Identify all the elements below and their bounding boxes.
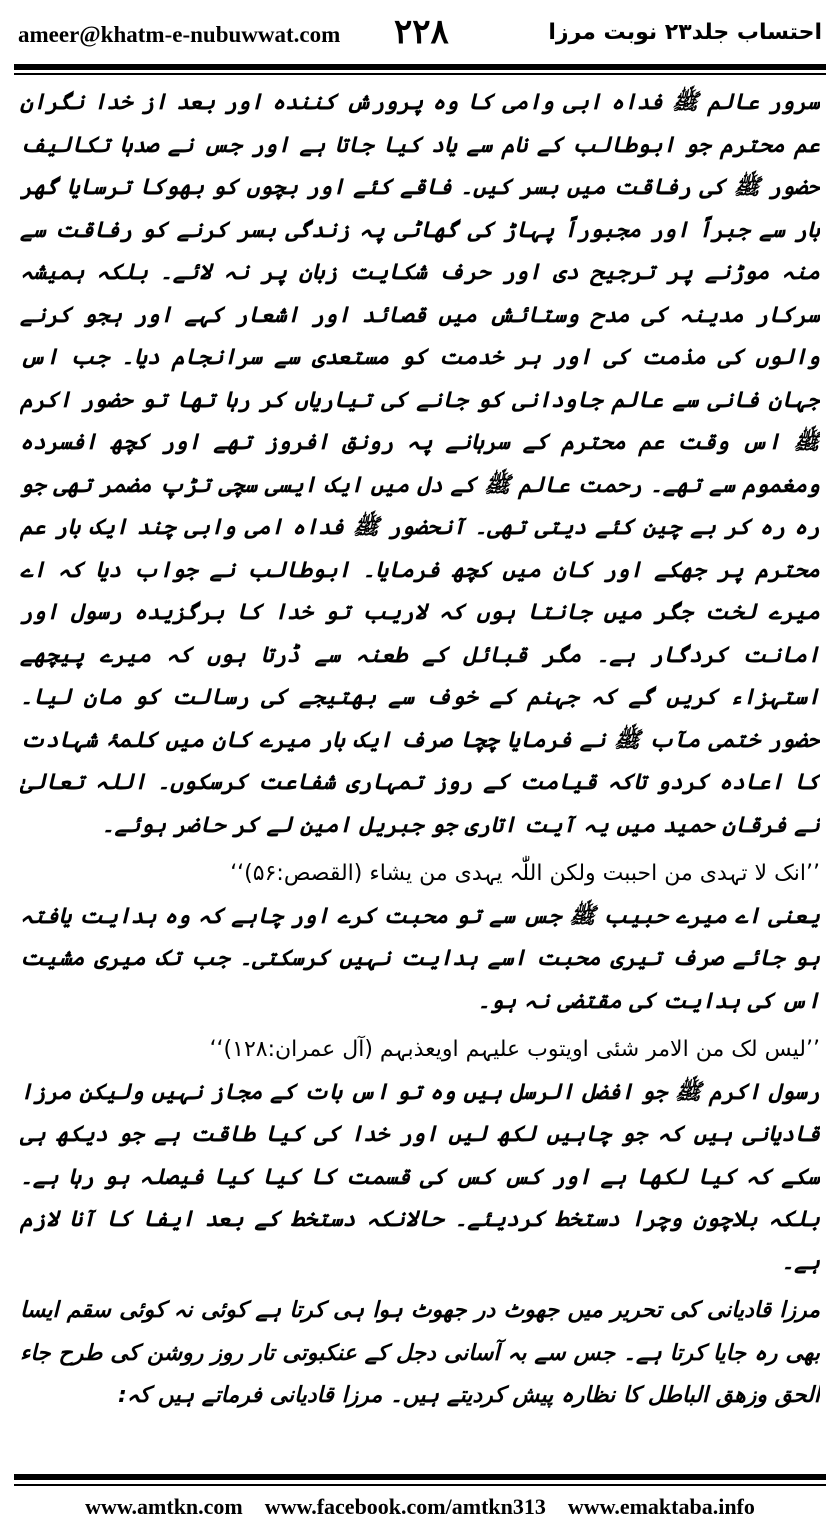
page-number: ۲۲۸ — [394, 12, 449, 52]
page-body — [20, 82, 820, 1462]
page-footer — [14, 1494, 826, 1530]
paragraph-1: سرور عالم ﷺ فداہ ابی وامی کا وہ پرورش کنندہ اور بعد از خدا نگران عم محترم جو ابوطالب کے نام سے یاد کیا جاتا ہے اور جس نے صدہا تکالیف حضور ﷺ کی رفاقت میں بسر کیں۔ فاقے کئے اور بچوں کو بھوکا ترسایا گھر بار سے جبراً اور مجبوراً پہاڑ کی گھاٹی پہ زندگی بسر کرنے کو رفاقت سے منہ موڑنے پر ترجیح دی اور حرف شکایت زبان پر نہ لائے۔ بلکہ ہمیشہ سرکار مدینہ کی مدح وستائش میں قصائد اور اشعار کہے اور ہجو کرنے والوں کی مذمت کی اور ہر خدمت کو مستعدی سے سرانجام دیا۔ جب اس جہان فانی سے عالم جاودانی کو جانے کی تیاریاں کر رہا تھا تو حضور اکرم ﷺ اس وقت عم محترم کے سرہانے پہ رونق افروز تھے اور کچھ افسردہ ومغموم سے تھے۔ رحمت عالم ﷺ کے دل میں ایک ایسی سچی تڑپ مضمر تھی جو رہ رہ کر بے چین کئے دیتی تھی۔ آنحضور ﷺ فداہ امی وابی چند ایک بار عم محترم پر جھکے اور کان میں کچھ فرمایا۔ ابوطالب نے جواب دیا کہ اے میرے لخت جگر میں جانتا ہوں کہ لاریب تو خدا کا برگزیدہ رسول اور امانت کردگار ہے۔ مگر قبائل کے طعنہ سے ڈرتا ہوں کہ میرے پیچھے استہزاء کریں گے کہ جہنم کے خوف سے بھتیجے کی رسالت کو مان لیا۔ حضور ختمی مآب ﷺ نے فرمایا چچا صرف ایک بار میرے کان میں کلمۂ شہادت کا اعادہ کردو تاکہ قیامت کے روز تمہاری شفاعت کرسکوں۔ اللہ تعالیٰ نے فرقان حمید میں یہ آیت اتاری جو جبریل امین لے کر حاضر ہوئے۔ — [20, 90, 820, 838]
header-rule-thin — [14, 73, 826, 75]
quran-verse-1: ’’انک لا تہدی من احببت ولکن اللّٰہ یہدی من یشاء (القصص:۵۶)‘‘ — [230, 861, 820, 886]
paragraph-4: مرزا قادیانی کی تحریر میں جھوٹ در جھوٹ ہوا ہی کرتا ہے کوئی نہ کوئی سقم ایسا بھی رہ جایا کرتا ہے۔ جس سے بہ آسانی دجل کے عنکبوتی تار روز روشن کی طرح جاء الحق وزھق الباطل کا نظارہ پیش کردیتے ہیں۔ مرزا قادیانی فرماتے ہیں کہ: — [20, 1298, 820, 1408]
header-email: ameer@khatm-e-nubuwwat.com — [18, 22, 341, 47]
header-rule-thick — [14, 64, 826, 70]
book-title: احتساب جلد۲۳ نوبت مرزا — [548, 20, 822, 45]
paragraph-3: رسول اکرم ﷺ جو افضل الرسل ہیں وہ تو اس بات کے مجاز نہیں ولیکن مرزا قادیانی ہیں کہ جو چاہیں لکھ لیں اور خدا کی کیا طاقت ہے جو دیکھ ہی سکے کہ کیا لکھا ہے اور کس کس کی قسمت کا کیا کیا فیصلہ ہو رہا ہے۔ بلکہ بلاچون وچرا دستخط کردیئے۔ حالانکہ دستخط کے بعد ایفا کا آنا لازم ہے۔ — [20, 1079, 820, 1275]
footer-link-amtkn[interactable]: www.amtkn.com — [85, 1494, 243, 1519]
quran-verse-2: ’’لیس لک من الامر شئی اویتوب علیہم اویعذبہم (آل عمران:۱۲۸)‘‘ — [209, 1037, 820, 1062]
paragraph-2: یعنی اے میرے حبیب ﷺ جس سے تو محبت کرے اور چاہے کہ وہ ہدایت یافتہ ہو جائے صرف تیری محبت اسے ہدایت نہیں کرسکتی۔ جب تک میری مشیت اس کی ہدایت کی مقتضی نہ ہو۔ — [20, 903, 820, 1014]
footer-rule-thick — [14, 1474, 826, 1480]
footer-rule-thin — [14, 1484, 826, 1486]
page-header — [14, 14, 826, 58]
footer-link-facebook[interactable]: www.facebook.com/amtkn313 — [264, 1494, 546, 1519]
footer-link-emaktaba[interactable]: www.emaktaba.info — [567, 1494, 755, 1519]
